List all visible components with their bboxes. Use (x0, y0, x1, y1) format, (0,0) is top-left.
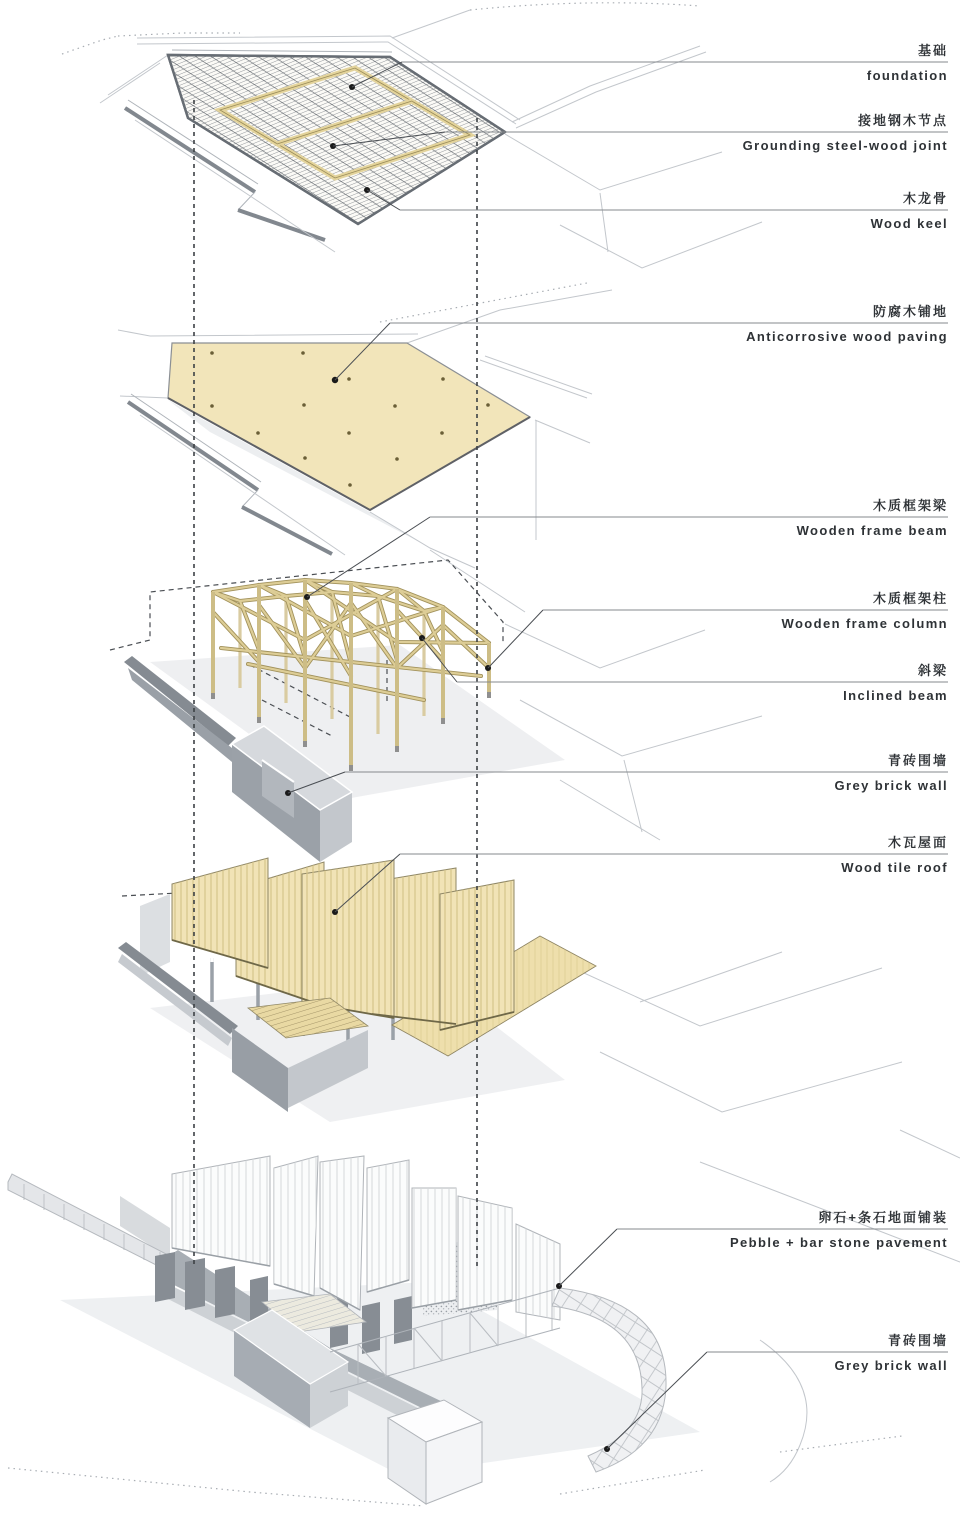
callout-label-zh: 木龙骨 (902, 191, 948, 206)
callout-label-zh: 斜梁 (917, 663, 948, 678)
layer-wood-paving (118, 283, 612, 612)
callout-label-en: Grey brick wall (834, 1358, 948, 1373)
callout-label-zh: 防腐木铺地 (872, 304, 948, 319)
callout-label-en: Anticorrosive wood paving (746, 329, 948, 344)
left-fence-wall (8, 1174, 170, 1272)
callout-label-en: Wooden frame beam (796, 523, 948, 538)
callout-label-en: Wooden frame column (781, 616, 948, 631)
callout-label-zh: 青砖围墙 (887, 753, 948, 768)
layer-roof (118, 858, 902, 1122)
layer-foundation-keel (62, 3, 762, 268)
layer-wood-frame (110, 560, 762, 862)
callout-label-zh: 木质框架梁 (872, 498, 948, 513)
assembled-building (8, 1130, 960, 1506)
callout-stone-pavement (556, 1210, 948, 1289)
callout-label-en: Grey brick wall (834, 778, 948, 793)
roof-layer-site-wall (118, 942, 238, 1046)
callout-label-en: Wood keel (870, 216, 948, 231)
callout-frame-beam (304, 498, 948, 600)
callout-label-en: foundation (866, 68, 948, 83)
white-cube-building (388, 1400, 482, 1504)
callout-label-zh: 卵石+条石地面铺装 (818, 1210, 948, 1225)
callout-foundation (349, 43, 948, 90)
callout-label-en: Inclined beam (843, 688, 948, 703)
callout-label-zh: 木瓦屋面 (887, 835, 948, 850)
callout-label-zh: 基础 (917, 43, 948, 58)
callout-label-zh: 木质框架柱 (872, 591, 948, 606)
callout-label-en: Wood tile roof (841, 860, 948, 875)
callout-label-en: Pebble + bar stone pavement (729, 1235, 948, 1250)
callout-wood-keel (364, 187, 948, 231)
callout-label-zh: 青砖围墙 (887, 1333, 948, 1348)
callout-label-en: Grounding steel-wood joint (742, 138, 948, 153)
callout-inclined-beam (419, 635, 948, 703)
callout-frame-column (485, 591, 948, 671)
callout-label-zh: 接地钢木节点 (857, 113, 948, 128)
